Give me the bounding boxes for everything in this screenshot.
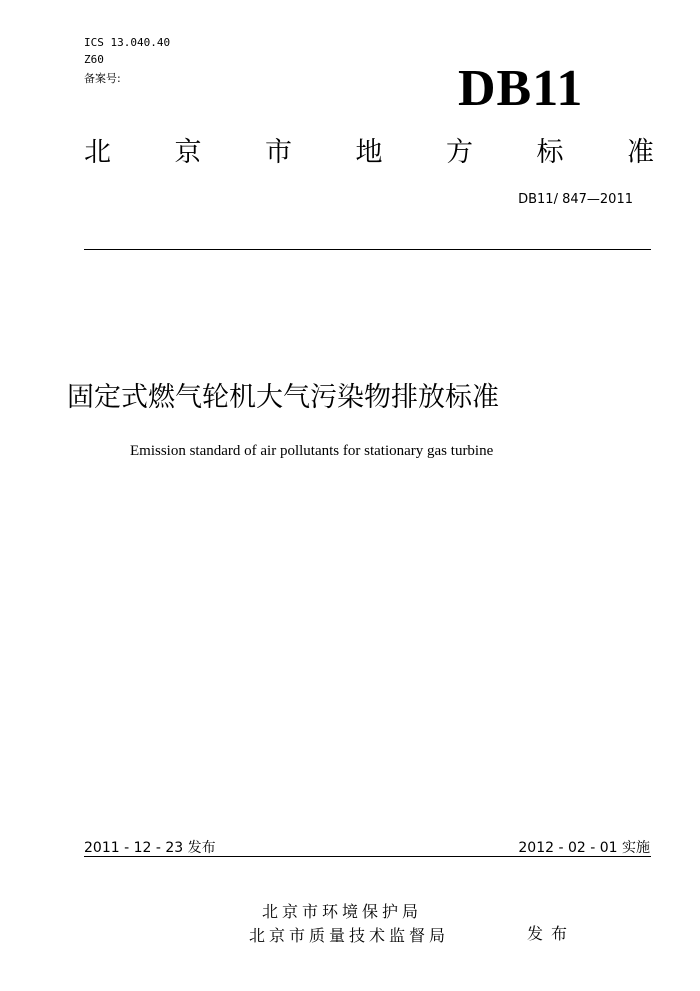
- standard-type-heading: [84, 133, 654, 173]
- standard-type-char: 准: [627, 137, 654, 168]
- standard-type-char: 京: [174, 137, 202, 168]
- ics-code: ICS 13.040.40: [84, 36, 171, 49]
- db11-logo: DB11: [458, 60, 584, 117]
- issuer-quality-bureau: 北京市质量技术监督局: [249, 926, 450, 945]
- issuer-environmental-bureau: 北京市环境保护局: [262, 902, 423, 921]
- effective-date: 2012 - 02 - 01 实施: [518, 840, 650, 856]
- standard-type-char: 方: [446, 137, 473, 168]
- standard-type-char: 北: [84, 137, 111, 168]
- document-title-cn: 固定式燃气轮机大气污染物排放标准: [67, 382, 499, 413]
- standard-type-char: 标: [536, 137, 564, 168]
- issue-action-label: 发布: [527, 924, 576, 943]
- bottom-divider: [84, 856, 651, 857]
- document-title-en: Emission standard of air pollutants for stationary gas turbine: [130, 443, 494, 459]
- filing-number-label: 备案号:: [84, 72, 121, 85]
- top-divider: [84, 249, 651, 250]
- classification-code: Z60: [84, 53, 104, 66]
- standard-number: DB11/ 847—2011: [518, 192, 633, 207]
- standard-type-char: 市: [265, 137, 292, 168]
- standard-type-char: 地: [355, 137, 383, 168]
- release-date: 2011 - 12 - 23 发布: [84, 840, 216, 856]
